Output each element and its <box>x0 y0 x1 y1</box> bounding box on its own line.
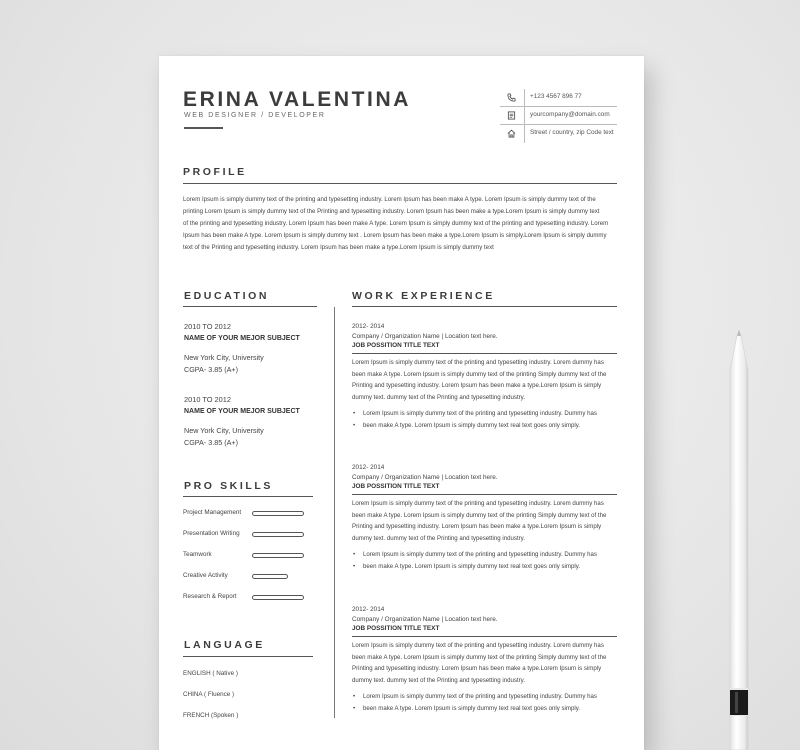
language-heading: LANGUAGE <box>184 639 265 651</box>
job-title: JOB POSSITION TITLE TEXT <box>352 483 617 495</box>
contact-address-text: Street / country, zip Code text <box>530 129 614 136</box>
skills-heading: PRO SKILLS <box>184 480 274 492</box>
home-icon <box>506 128 516 138</box>
skill-row <box>183 530 313 540</box>
phone-icon <box>506 92 516 102</box>
profile-rule <box>183 183 617 184</box>
job-desc-line: Printing and typesetting industry. Lorem Ipsum has been make a type.Lorem Ipsum is simply <box>352 665 602 672</box>
contact-phone <box>500 89 617 107</box>
language-item: CHINA ( Fluence ) <box>183 691 235 698</box>
job-bullets <box>352 691 617 715</box>
job-bullet: • been make A type. Lorem Ipsum is simply dummy text real text goes only simply. <box>352 561 617 573</box>
email-icon <box>506 110 516 120</box>
contact-address <box>500 125 617 143</box>
job-bullet: • been make A type. Lorem Ipsum is simply dummy text real text goes only simply. <box>352 420 617 432</box>
profile-heading: PROFILE <box>183 166 247 178</box>
education-item <box>184 322 324 374</box>
resume-page <box>159 56 644 750</box>
education-gpa: CGPA- 3.85 (A+) <box>184 438 238 447</box>
job-desc-line: dummy text. dummy text of the Printing and typesetting industry. <box>352 676 525 684</box>
job-bullet: • Lorem Ipsum is simply dummy text of the printing and typesetting industry. Dummy has <box>352 408 617 420</box>
resume-role: WEB DESIGNER / DEVELOPER <box>184 112 326 119</box>
skill-level-bar <box>252 574 288 579</box>
skill-row <box>183 572 313 582</box>
job-desc-line: Printing and typesetting industry. Lorem Ipsum has been make a type.Lorem Ipsum is simply <box>352 523 602 530</box>
job-desc-line: Lorem Ipsum is simply dummy text of the printing and typesetting industry. Lorem dummy has <box>352 642 604 649</box>
job-entry <box>352 323 617 432</box>
job-bullet: • Lorem Ipsum is simply dummy text of the printing and typesetting industry. Dummy has <box>352 691 617 703</box>
profile-line: of the printing and typesetting industry. Lorem Ipsum has been make A type. Lorem Ipsum is simply dummy text of the printing and typesetting industry. Lorem <box>183 220 609 228</box>
skill-row <box>183 593 313 603</box>
contact-email-text: yourcompany@domain.com <box>530 111 610 118</box>
education-gpa: CGPA- 3.85 (A+) <box>184 365 238 374</box>
column-divider <box>334 307 335 718</box>
skills-rule <box>183 496 313 497</box>
language-rule <box>183 656 313 657</box>
skill-name: Teamwork <box>183 551 212 558</box>
language-item: FRENCH (Spoken ) <box>183 712 239 719</box>
job-bullet: • been make A type. Lorem Ipsum is simply dummy text real text goes only simply. <box>352 703 617 715</box>
job-description <box>352 640 617 686</box>
job-company: Company / Organization Name | Location text here. <box>352 333 498 340</box>
profile-line: text of the Printing and typesetting industry. Lorem Ipsum has been make a type.Lorem Ipsum is simply dummy text <box>183 244 494 252</box>
language-item: ENGLISH ( Native ) <box>183 670 238 677</box>
job-title: JOB POSSITION TITLE TEXT <box>352 342 617 354</box>
job-entry <box>352 606 617 715</box>
contact-email <box>500 107 617 125</box>
job-bullet: • Lorem Ipsum is simply dummy text of the printing and typesetting industry. Dummy has <box>352 549 617 561</box>
job-entry <box>352 464 617 573</box>
name-underline <box>184 127 223 129</box>
profile-text <box>183 194 618 254</box>
job-description <box>352 357 617 403</box>
job-desc-line: been make A type. Lorem Ipsum is simply dummy text of the printing Simply dummy text of the <box>352 370 607 378</box>
job-desc-line: been make A type. Lorem Ipsum is simply dummy text of the printing Simply dummy text of the <box>352 653 607 661</box>
job-years: 2012- 2014 <box>352 464 385 471</box>
job-company: Company / Organization Name | Location text here. <box>352 616 498 623</box>
education-rule <box>183 306 317 307</box>
profile-line: printing Lorem Ipsum is simply dummy text of the Printing and typesetting industry. Lorem Ipsum has been make a type.Lorem Ipsum is simply dummy text <box>183 208 600 216</box>
education-years: 2010 TO 2012 <box>184 395 231 404</box>
education-item <box>184 395 324 447</box>
job-desc-line: Lorem Ipsum is simply dummy text of the printing and typesetting industry. Lorem dummy has <box>352 359 604 366</box>
skill-name: Presentation Writing <box>183 530 240 537</box>
skill-row <box>183 509 313 519</box>
job-description <box>352 498 617 544</box>
education-years: 2010 TO 2012 <box>184 322 231 331</box>
contact-block <box>500 89 617 143</box>
resume-name: ERINA VALENTINA <box>183 88 411 111</box>
education-subject: NAME OF YOUR MEJOR SUBJECT <box>184 335 300 342</box>
profile-line: Ipsum has been make A type. Lorem Ipsum is simply dummy text . Lorem Ipsum has been make a type.Lorem Ipsum is simply.Lorem Ipsum is simply dummy <box>183 232 607 240</box>
profile-line: Lorem Ipsum is simply dummy text of the printing and typesetting industry. Lorem Ipsum has been make A type. Lorem Ipsum is simply dummy text of the <box>183 196 596 203</box>
education-place: New York City, University <box>184 426 264 435</box>
skill-name: Research & Report <box>183 593 237 600</box>
job-title: JOB POSSITION TITLE TEXT <box>352 625 617 637</box>
job-desc-line: dummy text. dummy text of the Printing and typesetting industry. <box>352 534 525 542</box>
skill-level-bar <box>252 553 304 558</box>
experience-rule <box>352 306 617 307</box>
contact-phone-text: +123 4567 896 77 <box>530 93 582 100</box>
job-desc-line: Lorem Ipsum is simply dummy text of the printing and typesetting industry. Lorem dummy has <box>352 500 604 507</box>
skill-level-bar <box>252 532 304 537</box>
education-place: New York City, University <box>184 353 264 362</box>
job-desc-line: been make A type. Lorem Ipsum is simply dummy text of the printing Simply dummy text of the <box>352 511 607 519</box>
skill-level-bar <box>252 511 304 516</box>
job-bullets <box>352 549 617 573</box>
skill-name: Creative Activity <box>183 572 228 579</box>
job-bullets <box>352 408 617 432</box>
job-years: 2012- 2014 <box>352 323 385 330</box>
experience-heading: WORK EXPERIENCE <box>352 290 495 302</box>
skill-level-bar <box>252 595 304 600</box>
stylus-pencil-image <box>727 330 751 750</box>
education-heading: EDUCATION <box>184 290 270 302</box>
job-desc-line: Printing and typesetting industry. Lorem Ipsum has been make a type.Lorem Ipsum is simply <box>352 382 602 389</box>
education-subject: NAME OF YOUR MEJOR SUBJECT <box>184 408 300 415</box>
skill-name: Project Management <box>183 509 242 516</box>
job-years: 2012- 2014 <box>352 606 385 613</box>
job-company: Company / Organization Name | Location text here. <box>352 474 498 481</box>
skill-row <box>183 551 313 561</box>
job-desc-line: dummy text. dummy text of the Printing and typesetting industry. <box>352 393 525 401</box>
